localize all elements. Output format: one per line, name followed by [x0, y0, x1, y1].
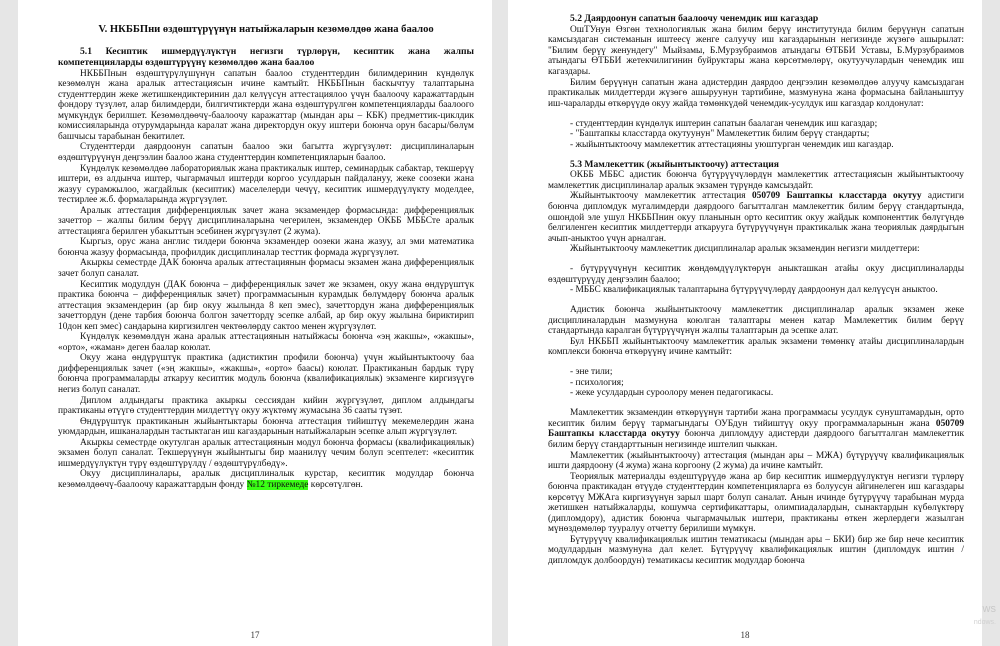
paragraph: Бүтүрүүчү квалификациялык иштин тематикасы (мындан ары – БКИ) бир же бир нече кесиптик модулдардын мазмунуна дал келет. Бүтүрүүчү квалификациялык иштин (дипломдук иштин / дипломдук долбоордун) тематикасы кесиптик модулдар боюнча — [548, 534, 964, 566]
list-item: - жеке усулдардын суроолору менен педагогикасы. — [570, 388, 774, 399]
paragraph: Бул НКББП жыйынтыктоочу мамлекеттик аралык экзамени төмөнкү атайы дисциплиналардын комплекси боюнча өткөрүүнү ичине камтыйт: — [548, 336, 964, 358]
watermark-line: ws — [982, 603, 996, 615]
text-run: Мамлекеттик экзамендин өткөрүүнүн тартиби жана программасы усулдук сунуштамардын, орто кесиптик билим берүү тармагындагы ОУБдун тийиштүү окуу программаларынын жана — [548, 408, 964, 429]
document-page-17 — [18, 0, 492, 646]
paragraph: Акыркы семестрде окутулган аралык аттестациянын модул боюнча формасы (квалификациялык) экзамен болуп саналат. Текшерүүнүн жыйынтыгы бир маанилүү чечим болуп эсептелет: «кесиптик ишмердүүлүктүн түрү өздөштүрүлдү / өздөштүрүлбөдү». — [58, 437, 474, 469]
paragraph: Билим берүүнүн сапатын жана адистердин даярдоо деңгээлин кезөмөлдөө алуучу камсыздаган практикалык милдеттерди жүзөгө ашыруунун тартибине, мазмунуна жана формасына байланыштуу иш-чараларды өткөрүүдө окуу жайда төмөнкүдөй ченемдик-усулдук иш кагаздар колдонулат: — [548, 77, 964, 109]
text-run: көрсөтүлгөн. — [308, 479, 363, 490]
paragraph: Жыйынтыктоочу мамлекеттик дисциплиналар аралык экзамендин негизги милдеттери: — [570, 244, 920, 255]
list-item: - МББС квалификациялык талаптарына бүтүрүүчүлөрдү даярдоонун дал келүүсүн аныктоо. — [570, 285, 938, 296]
paragraph: Диплом алдындагы практика акыркы сессиядан кийин жүргүзүлөт, диплом алдындагы практиканы өтүүгө студенттердин милдеттүү окуу жүктөмү жумасына 36 сааты түзөт. — [58, 395, 474, 417]
paragraph: Аралык аттестация дифференциялык зачет жана экзамендер формасында: дифференциялык зачеттор – жалпы билим берүү дисциплиналарына чегерилен, экзамендер ОКББ МББСте аралык аттестацияга берилген убакыттын эсебинен жүргүзүлөт (2 жума). — [58, 205, 474, 237]
section-5-3-title: 5.3 Мамлекеттик (жыйынтыктоочу) аттестация — [570, 158, 779, 170]
paragraph: Күндөлүк кезөмөлдөө лабораториялык жана практикалык иштер, семинардык сабактар, текшерүү иштери, өз алдынча иштер, чыгармачыл иштерди коргоо усулдарын пайдалануу, жеке соозеки жана жазуу сурамжылоо, жагдайлык (кесиптик) маселелерди чечүү, кесиптик ишмердүүлүкту моделдее, тестирлее ж.б. формаларында жүргүзүлөт. — [58, 163, 474, 206]
paragraph: Мамлекеттик (жыйынтыктоочу) аттестация (мындан ары – МЖА) бүтүрүүчү квалификациялык ишти даярдоону (4 жума) жана коргоону (2 жума) да ичине камтыйт. — [548, 450, 964, 472]
section-5-1-title: 5.1 Кесиптик ишмердүүлүктүн негизги түрлөрүн, кесиптик жана жалпы компетенцияларды өздөштүрүүнү кезөмөлдөө жана баалоо — [58, 46, 474, 68]
paragraph: ОКББ МББС адистик боюнча бүтүрүүчүлөрдүн мамлекеттик аттестациясын жыйынтыктоочу мамлекеттик дисциплиналар аралык экзамен түрүндө камсыздайт. — [548, 170, 964, 191]
text-run: боюнча дипломдуу адистерди даярдоого багытталган мамлекеттик билим берүү стандарттынын негизинде иштелип чыккан. — [548, 429, 964, 450]
paragraph — [548, 191, 964, 244]
exam-tasks-list — [548, 264, 964, 296]
list-item: - "Баштапкы класстарда окутуунун" Мамлекеттик билим берүү стандарты; — [570, 129, 870, 140]
disciplines-list — [548, 367, 964, 399]
normative-documents-list — [548, 119, 964, 151]
list-item: - жыйынтыктоочу мамлекеттик аттестацияны уюштурган ченемдик иш кагаздар. — [570, 139, 894, 150]
specialty-code: 050709 Баштапкы класстарда окутуу — [751, 191, 922, 202]
paragraph: Окуу жана өндүрүштүк практика (адистиктин профили боюнча) үчүн жыйынтыктоочу баа дифференциялык зачет («эң жакшы», «жакшы», «орто» баасы) коюлат. Практиканын бардык түрү боюнча программаларды аткаруу кесиптик модуль боюнча (квалификациялык) экзаменге киргизүүгө негиз болуп саналат. — [58, 353, 474, 395]
paragraph: Акыркы семестрде ДАК боюнча аралык аттестациянын формасы экзамен жана дифференциялык зачет болуп саналат. — [58, 258, 474, 279]
highlighted-annex-reference: №12 тиркемеде — [246, 479, 309, 490]
paragraph: ОшТУнун Өзгөн технологиялык жана билим берүү институтунда билим берүүнүн сапатын камсыздаган системанын иштеесү женге салуучу иш кагаздарынын негизинде жүзөгө ашырылат: "Билим берүү женундегу" Мыйзамы, Б.Мурзубраимов атындагы ӨТББИ Уставы, Б.Мурзубраимов атындагы ӨТББИ жетекчилигинин буйруктары жана көрсөтмөлөрү, окутуучулардын ченемдик иш кагаздары. — [548, 24, 964, 77]
list-item: - психология; — [570, 377, 624, 388]
windows-activation-watermark — [974, 602, 996, 630]
section-5-2-title: 5.2 Даярдоонун сапатын баалоочу ченемдик иш кагаздар — [570, 13, 819, 24]
paragraph — [548, 408, 964, 450]
list-item: - студенттердин күндөлүк иштерин сапатын баалаган ченемдик иш кагаздар; — [570, 118, 878, 129]
paragraph: Кесиптик модулдун (ДАК боюнча – дифференциялык зачет же экзамен, окуу жана өндүрүштүк практика боюнча – дифференциялык зачет) программасынын курамдык бөлүмдөрү боюнча аралык аттестация экзамендерин (ар бир окуу жылында 8 кеп эмес), зачеттордун жана дифференциялык зачеттордун (дене тарбия боюнча болгон зачеттордү эсепке албай, ар бир окуу жылына бириктирип 10дон кеп эмес) сандарына киргизилген чектөөлөрду сактоо менен жүргүзүлөт. — [58, 279, 474, 332]
page-number: 17 — [250, 630, 260, 640]
paragraph: Кыргыз, орус жана англис тилдери боюнча экзамендер оозеки жана жазуу, ал эми математика боюнча жазуу формасында, профилдик дисциплиналар тесттик формада жүргүзүлөт. — [58, 237, 474, 258]
paragraph: Адистик боюнча жыйынтыктоочу мамлекеттик дисциплиналар аралык экзамен жеке дисциплиналардын мазмунуна коюлган талаптары менен катар Мамлекеттик билим берүү стандартында каралган бүтүрүүчүнүн жалпы талаптарын да эсепке алат. — [548, 305, 964, 337]
page-number: 18 — [740, 630, 750, 640]
text-run: Жыйынтыктоочу мамлекеттик аттестация — [570, 191, 752, 202]
specialty-code: 050709 Баштапкы класстарда окутуу — [548, 418, 964, 440]
paragraph: Күндөлүк кезөмөлдүн жана аралык аттестациянын натыйжасы боюнча «эң жакшы», «жакшы», «орто», «жаман» деген баалар коюлат. — [58, 332, 474, 353]
paragraph: Теориялык материалды өздештүрүүдө жана ар бир кесиптик ишмердүүлүктүн негизги түрлөрү боюнча практикадан өтүүдө студенттердин компетенцияларга өз болуусун айгинелеген иш кагаздары көрсөтүү МЖАга киргизүүнүн зарыл шарт болуп саналат. Анын ичинде бүтүрүүчү тарабынан мурда жетишкен натыйжаларды, кошумча сертификаттары, олимпиадалардын, сынактардын күбөлүктөрү (дипломдору), адистик боюнча чыгармачылык иштери, практиканы өткен жерлердеги жазылган мүнөздөмөлөр тууралуу отчетту берилиши мүмкүн. — [548, 471, 964, 535]
paragraph: НКББПнын өздөштүрүлүшүнүн сапатын баалоо студенттердин билимдеринин күндөлүк кезөмөлүн жана аралык аттестациясын ичине камтыйт. НКББПнын баскычтуу талаптарына студенттердин жеке жетишкендиктеринин дал келүүсүн аттестациялоо үчүн баалоочу каражаттардын фондору түзүлөт, алар билимдерди, билгичтиктерди жана өздөштүрүлгөн компетенцияларды баалоого мүмкүндүк берилшет. Кезөмөлдөөчү-баалоочу каражаттар (мындан ары – КБК) предметтик-циклдик комиссияларында отурумдарында каралат жана директордун окуу иштери боюнча орун басары/бөлүм башчысы тарабынан бекитилет. — [58, 68, 474, 142]
list-item: - бүтүрүүчүнүн кесиптик жөндөмдүүлүктөрүн аныкташкан атайы окуу дисциплиналарды өздөштүрүүдү деңгээлин баалоо; — [548, 264, 964, 285]
list-item: - эне тили; — [570, 367, 613, 378]
text-run: адистиги боюнча дипломдук мугалимдерди даярдоого багытталган мамлекеттик билим берүү стандартында, ошондой эле ушул НКББПнин окуу планынын орто кесиптик окуу жайдык компоненттик бөлүгүндө белгиленген кесиптик милдеттерди аткарууга бүтүрүүчүнүн практикалык жана теориялык даярдыгын ачып-аныктоо үчүн арналган. — [548, 191, 964, 244]
paragraph: Өндүрүштүк практиканын жыйынтыктары боюнча аттестация тийиштүү мекемелердин жана уюмдардын, ишканалардын тастыктаган иш кагаздарынын натыйжаларын эсепке алып жүргүзүлөт. — [58, 416, 474, 438]
last-paragraph — [58, 469, 474, 490]
watermark-line: ndows. — [973, 619, 996, 626]
paragraph: Студенттерди даярдоонун сапатын баалоо эки багытта жүргүзүлөт: дисциплиналарын өздөштүрүүнүн деңгээлин баалоо жана студенттердин компетенцияларын баалоо. — [58, 142, 474, 163]
text-run: Окуу дисциплиналары, аралык дисциплиналык курстар, кесиптик модулдар боюнча кезөмөлдөөчү-баалоочу каражаттардын фонду — [58, 469, 474, 490]
chapter-heading: V. НКББПни өздөштүрүүнүн натыйжаларын кезөмөлдөө жана баалоо — [98, 24, 434, 35]
document-page-18 — [508, 0, 982, 646]
